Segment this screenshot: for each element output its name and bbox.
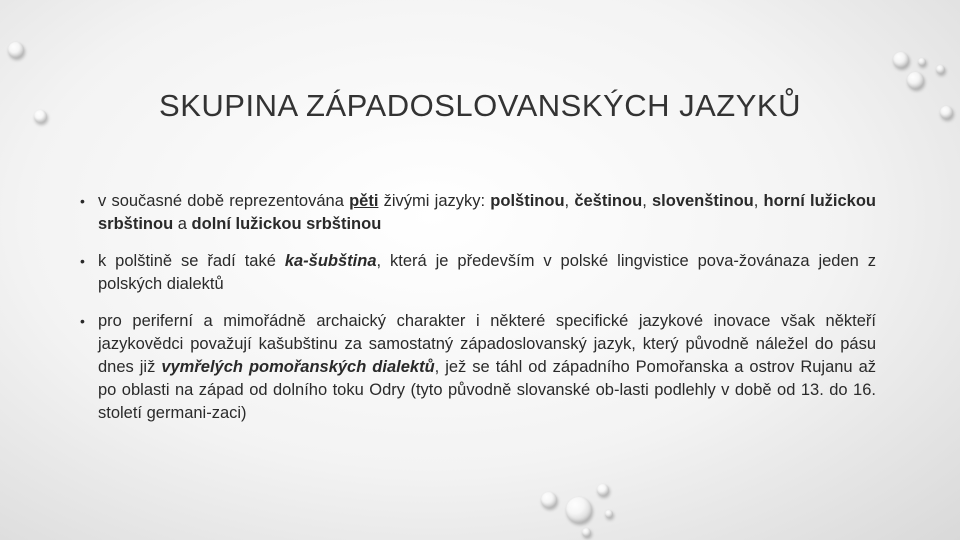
water-drop-decoration [918,58,926,66]
bullet-text-segment: , jež se táhl od západního Pomořanska a ostrov Rujanu až po oblasti na západ od dolního toku Odry (tyto původně slovanské ob-lasti podlehly v době od 13. do 16. století germani-zaci) [98,358,877,422]
bullet-item [74,250,876,296]
bullet-item [74,310,876,425]
water-drop-decoration [566,497,592,523]
bullet-text-segment: slovenštinou [651,192,754,210]
bullet-text-segment: dolní lužickou srbštinou [191,215,382,233]
bullet-text-segment: pro periferní a mimořádně archaický charakter i některé specifické jazykové inovace však někteří jazykovědci považují kašubštinu za samostatný západoslovanský jazyk, který původně náležel do pásu dnes již [98,312,876,376]
water-drop-decoration [597,484,609,496]
water-drop-decoration [893,52,909,68]
bullet-text-segment: češtinou [574,192,643,210]
slide-title: SKUPINA ZÁPADOSLOVANSKÝCH JAZYKŮ [159,88,801,123]
bullet-text-segment: vymřelých pomořanských dialektů [161,358,435,376]
water-drop-decoration [8,42,24,58]
bullet-text-segment: pěti [349,192,379,210]
water-drop-decoration [541,492,557,508]
bullet-text-segment: ka-šubština [284,252,377,270]
bullet-text-segment: v současné době reprezentována [98,192,350,210]
bullet-text-segment: k polštině se řadí také [98,252,285,270]
water-drop-decoration [582,528,591,537]
water-drop-decoration [605,510,613,518]
bullet-text-segment: a [173,215,192,233]
bullet-text-segment: , která je především v polské lingvistice pova-žovánaza jeden z polských dialektů [98,252,876,293]
bullet-text-segment: , [753,192,764,210]
bullet-text-segment: horní lužickou srbštinou [98,192,877,233]
bullet-text-segment: , [642,192,652,210]
bullet-text-segment: , [564,192,575,210]
water-drop-decoration [936,65,945,74]
bullet-item [74,190,876,236]
water-drop-decoration [907,72,924,89]
bullet-text-segment: polštinou [490,192,565,210]
bullet-list [74,190,876,439]
bullet-text-segment: živými jazyky: [378,192,491,210]
